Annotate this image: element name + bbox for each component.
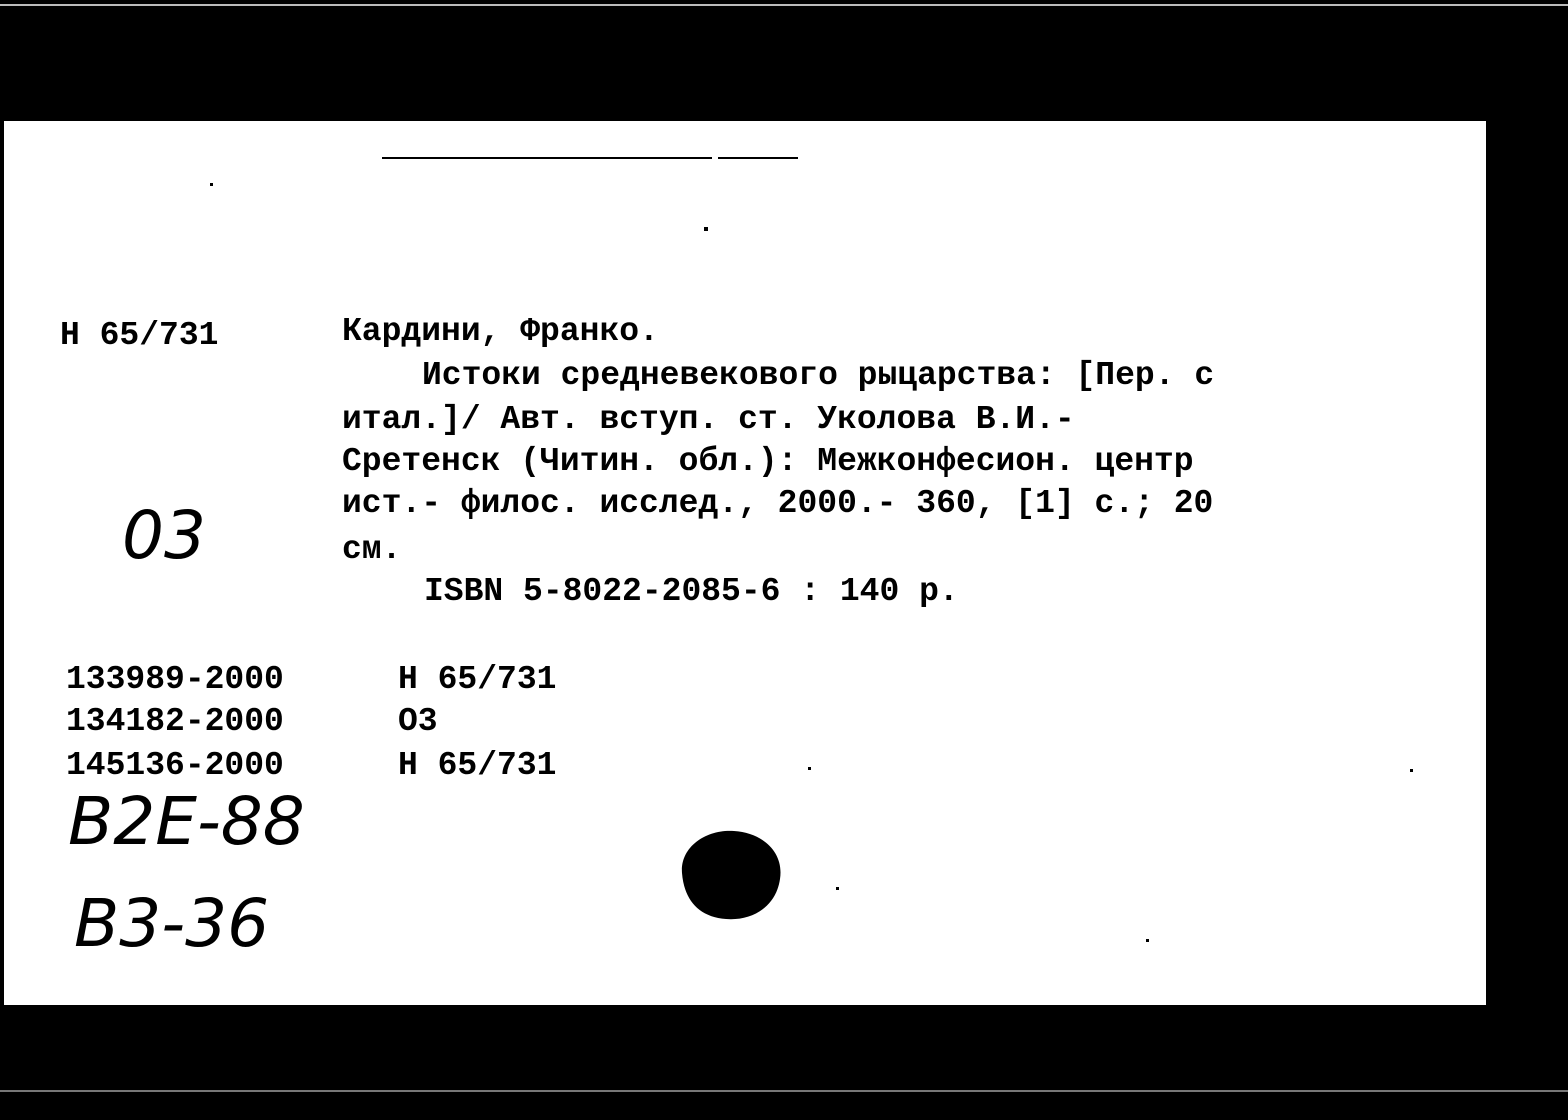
holding-inventory-1: 133989-2000: [66, 661, 284, 698]
catalog-card: [4, 121, 1486, 1005]
scan-artifact: [1146, 939, 1149, 942]
scan-artifact: [1410, 769, 1413, 772]
scan-artifact: [704, 227, 708, 231]
scan-border-top: [0, 4, 1568, 6]
scan-border-bottom: [0, 1090, 1568, 1092]
call-number: Н 65/731: [60, 317, 219, 354]
scan-artifact: [836, 887, 839, 890]
scan-artifact: [718, 157, 798, 159]
title-line-4: ист.- филос. исслед., 2000.- 360, [1] с.; 20: [342, 485, 1214, 522]
scan-artifact: [210, 183, 213, 186]
holding-location-1: Н 65/731: [398, 661, 557, 698]
title-line-1: Истоки средневекового рыцарства: [Пер. с: [422, 357, 1215, 394]
holding-location-2: О3: [398, 703, 438, 740]
scan-artifact: [808, 767, 811, 770]
holding-inventory-2: 134182-2000: [66, 703, 284, 740]
punch-hole: [672, 821, 792, 931]
handwritten-mark: 03: [122, 497, 206, 574]
isbn-line: ISBN 5-8022-2085-6 : 140 р.: [424, 573, 959, 610]
title-line-5: см.: [342, 531, 402, 568]
handwritten-code-2: В3-36: [74, 885, 270, 962]
title-line-2: итал.]/ Авт. вступ. ст. Уколова В.И.-: [342, 401, 1075, 438]
holding-location-3: Н 65/731: [398, 747, 557, 784]
author-heading: Кардини, Франко.: [342, 313, 659, 350]
scan-artifact: [382, 157, 712, 159]
holding-inventory-3: 145136-2000: [66, 747, 284, 784]
title-line-3: Сретенск (Читин. обл.): Межконфесион. центр: [342, 443, 1194, 480]
handwritten-code-1: В2Е-88: [68, 783, 305, 860]
